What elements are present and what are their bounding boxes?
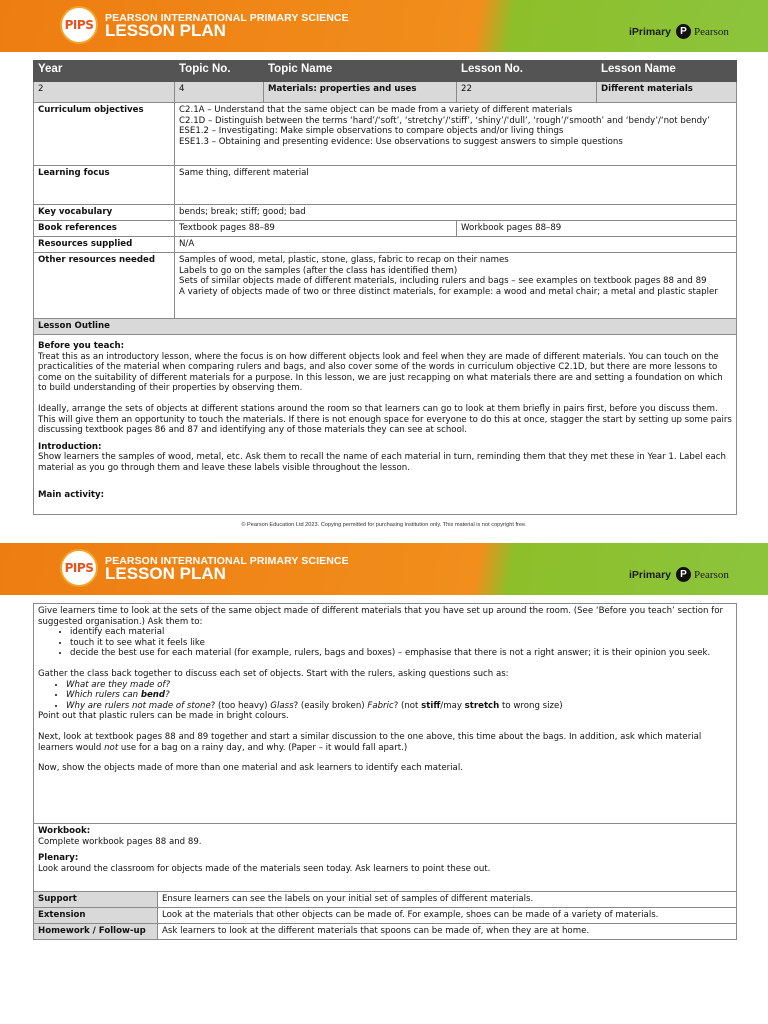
before-teach-text: Treat this as an introductory lesson, where the focus is on how different objects look and feel when they are made of different materials. You can touch on the practicalities of the material when comparing rulers and bags, and also cover some of the words in curriculum objective C2.1D, but there are more lessons to come on the suitability of different materials for a purpose. In this lesson, we are just recapping on what materials there are and setting a foundation on which to build understanding of their properties by observing them. [38,351,723,394]
resources-value: N/A [175,237,737,253]
other-resources-label: Other resources needed [34,253,175,319]
before-teach-text-2: Ideally, arrange the sets of objects at different stations around the room so that learners can go to look at them briefly in pairs first, before you discuss them. This will give them an opportunity to touch the materials. If there is not enough space for everyone to do this at once, stagger the start by setting up some pairs discussing textbook pages 86 and 87 and identifying any of those materials they can see at school. [38,403,732,436]
multi-material-text: Now, show the objects made of more than one material and ask learners to identify each material. [38,763,463,774]
pips-logo: PIPS [60,549,98,587]
pearson-icon: P [676,567,691,582]
question-text: Fabric [367,700,394,711]
question-text: Which rulers can [66,690,141,701]
resource-item: A variety of objects made of two or three distinct materials, for example: a wood and metal chair; a metal and plastic stapler [179,286,718,297]
resource-item: Samples of wood, metal, plastic, stone, glass, fabric to recap on their names [179,255,509,265]
lesson-name-header: Lesson Name [597,61,737,82]
question-item [66,690,732,701]
focus-value: Same thing, different material [175,166,737,205]
main-activity-text: Give learners time to look at the sets of the same object made of different materials that you have set up around the room. (See ‘Before you teach’ section for suggested organisation.) Ask them to: [38,606,723,627]
plenary-text: Look around the classroom for objects made of the materials seen today. Ask learners to point these out. [38,863,491,874]
lesson-outline-label: Lesson Outline [34,319,737,335]
task-list [38,627,732,659]
curriculum-objectives [175,103,737,166]
outline-body-row [34,335,737,515]
task-item: • decide the best use for each material (for example, rulers, bags and boxes) – emphasise that there is not a right answer; it is their opinion you seek. [70,648,732,659]
lesson-outline [34,335,737,515]
pearson-icon: P [676,24,691,39]
curriculum-row [34,103,737,166]
question-item [66,680,732,691]
support-label: Support [34,892,158,908]
topic-name-header: Topic Name [264,61,457,82]
task-item: • identify each material [70,627,732,638]
lesson-plan-table [33,60,737,515]
copyright-footer: © Pearson Education Ltd 2023. Copying permitted for purchasing institution only. This material is not copyright free. [241,522,527,528]
extension-row [34,908,737,924]
year-header: Year [34,61,175,82]
books-row [34,221,737,237]
answer-text: ? (not [393,700,422,711]
workbook-plenary-row [34,824,737,892]
homework-label: Homework / Follow-up [34,924,158,940]
curriculum-label: Curriculum objectives [34,103,175,166]
outline-header-row [34,319,737,335]
topic-no-header: Topic No. [175,61,264,82]
answer-text: to wrong size) [499,700,563,711]
iprimary-logo: iPrimary [629,569,672,581]
lesson-plan-title: LESSON PLAN [105,21,226,40]
vocab-label: Key vocabulary [34,205,175,221]
books-label: Book references [34,221,175,237]
colours-text: Point out that plastic rulers can be made in bright colours. [38,711,289,722]
question-list [38,680,732,712]
topic-no-value: 4 [175,82,264,103]
keyword-bend: bend [140,690,166,701]
resource-item: Sets of similar objects made of different materials, including rulers and bags – see examples on textbook pages 88 and 89 [179,276,707,287]
vocab-row [34,205,737,221]
extension-value: Look at the materials that other objects can be made of. For example, shoes can be made of a variety of materials. [158,908,737,924]
header-row [34,61,737,82]
homework-row [34,924,737,940]
year-value: 2 [34,82,175,103]
main-activity-row [34,604,737,824]
homework-value: Ask learners to look at the different materials that spoons can be made of, when they are at home. [158,924,737,940]
support-value: Ensure learners can see the labels on your initial set of samples of different materials. [158,892,737,908]
answer-text: /may [440,700,465,711]
plenary-heading: Plenary: [38,853,79,864]
resource-item: Labels to go on the samples (after the class has identified them) [179,265,458,276]
workbook-heading: Workbook: [38,826,91,836]
iprimary-logo: iPrimary [629,26,672,38]
resources-row [34,237,737,253]
main-activity-heading: Main activity: [38,489,105,500]
lesson-name-value: Different materials [597,82,737,103]
keyword-stiff: stiff [421,700,441,711]
support-row [34,892,737,908]
focus-label: Learning focus [34,166,175,205]
pips-logo: PIPS [60,6,98,44]
topic-name-value: Materials: properties and uses [264,82,457,103]
before-teach-heading: Before you teach: [38,341,125,351]
question-text: What are they made of? [66,679,171,690]
header-values-row [34,82,737,103]
lesson-plan-title: LESSON PLAN [105,564,226,583]
extension-label: Extension [34,908,158,924]
question-text: Glass [270,700,294,711]
page1-banner [0,0,768,52]
bags-text-part: use for a bag on a rainy day, and why. (Paper – it would fall apart.) [118,742,408,753]
task-item: • touch it to see what it feels like [70,638,732,649]
bags-text-part: Next, look at textbook pages 88 and 89 together and start a similar discussion to the one above, this time about the bags. In addition, ask which material learners would [38,731,702,753]
question-mark: ? [165,690,170,701]
pearson-logo: Pearson [694,26,729,38]
lesson-no-header: Lesson No. [457,61,597,82]
resources-label: Resources supplied [34,237,175,253]
lesson-plan-table-continued [33,603,737,940]
other-resources-row [34,253,737,319]
workbook-plenary-body [34,824,737,892]
discussion-text: Gather the class back together to discuss each set of objects. Start with the rulers, asking questions such as: [38,668,509,679]
workbook-ref: Workbook pages 88–89 [457,221,737,237]
vocab-value: bends; break; stiff; good; bad [175,205,737,221]
workbook-text: Complete workbook pages 88 and 89. [38,836,202,847]
objective-item: ESE1.3 – Obtaining and presenting evidence: Use observations to suggest answers to simple questions [179,136,623,147]
bags-text [38,732,732,753]
answer-text: ? (too heavy) [210,700,271,711]
emphasis-not: not [104,742,119,753]
page2-banner [0,543,768,595]
keyword-stretch: stretch [464,700,500,711]
textbook-ref: Textbook pages 88–89 [175,221,457,237]
question-item [66,701,732,712]
lesson-no-value: 22 [457,82,597,103]
pearson-logo: Pearson [694,569,729,581]
objective-item: C2.1A – Understand that the same object can be made from a variety of different materials [179,105,573,115]
focus-row [34,166,737,205]
question-text: Why are rulers not made of stone [66,700,211,711]
series-title: PEARSON INTERNATIONAL PRIMARY SCIENCE [105,12,349,24]
introduction-heading: Introduction: [38,441,102,452]
introduction-text: Show learners the samples of wood, metal, etc. Ask them to recall the name of each material in turn, reminding them that they met these in Year 1. Label each material as you go through them and leave these labels visible throughout the lesson. [38,452,726,473]
objective-item: C2.1D – Distinguish between the terms ‘hard’/‘soft’, ‘stretchy’/‘stiff’, ‘shiny’/‘dull’, ‘rough’/‘smooth’ and ‘bendy’/‘not bendy’ [179,115,710,126]
answer-text: ? (easily broken) [293,700,368,711]
series-title: PEARSON INTERNATIONAL PRIMARY SCIENCE [105,555,349,567]
objective-item: ESE1.2 – Investigating: Make simple observations to compare objects and/or living things [179,126,564,137]
main-activity-body [34,604,737,824]
other-resources-list [175,253,737,319]
